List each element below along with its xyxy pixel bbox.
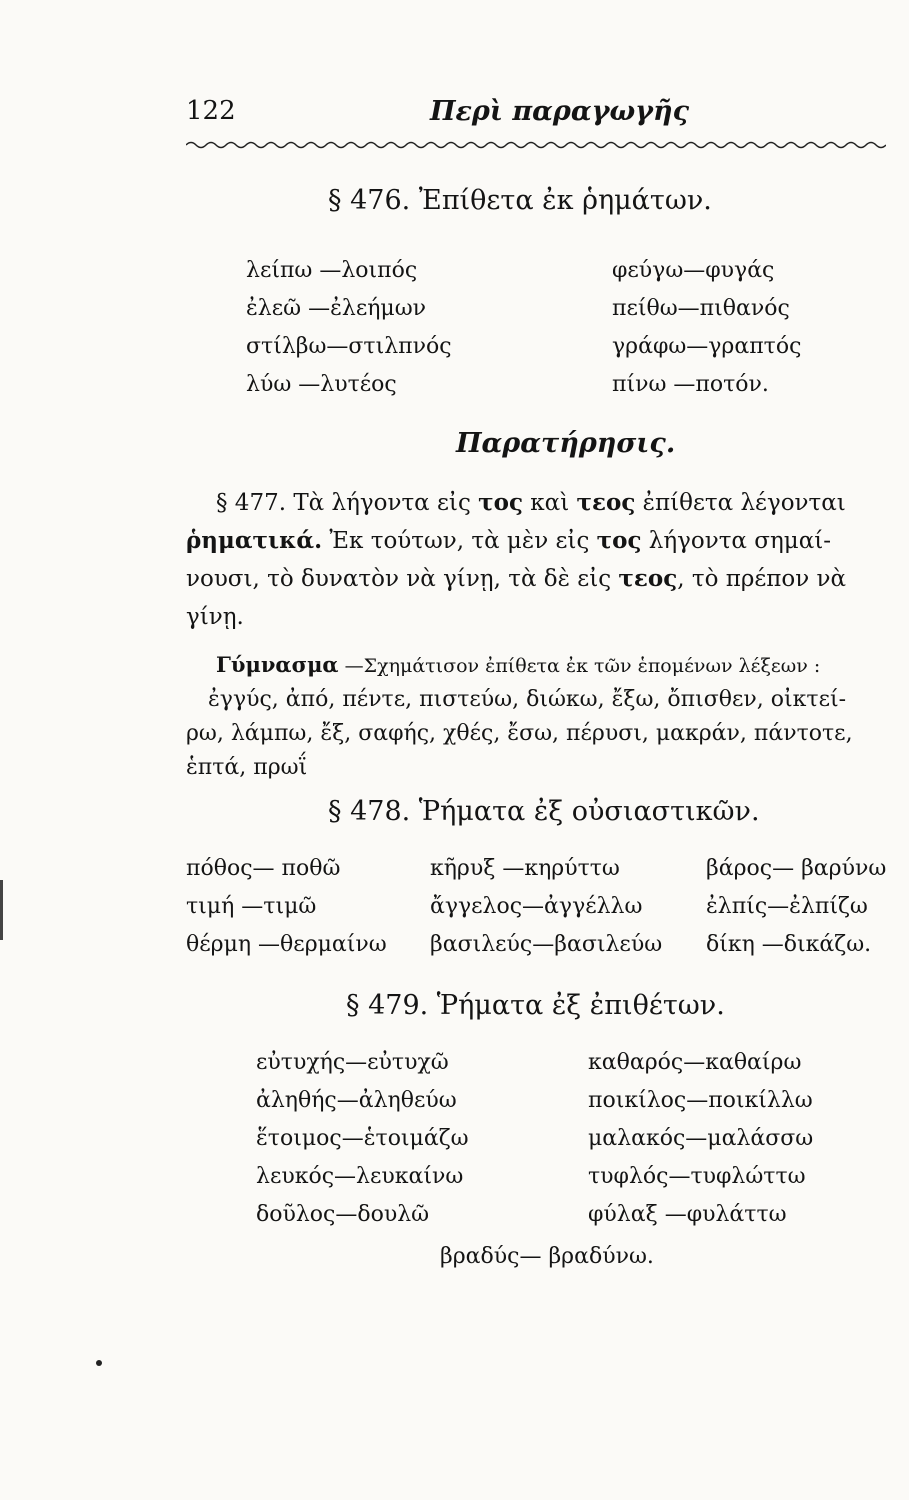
word-pair: φύλαξ —φυλάττω [588, 1202, 787, 1227]
exercise-label: Γύμνασμα [216, 652, 339, 677]
text-run: , τὸ πρέπον νὰ [677, 566, 847, 592]
word-pair: πίνω —ποτόν. [612, 372, 769, 397]
page-number: 122 [186, 96, 236, 126]
word-pair: κῆρυξ —κηρύττω [430, 856, 620, 881]
word-pair: δίκη —δικάζω. [706, 932, 872, 957]
paragraph-line [186, 484, 896, 522]
word-pair: μαλακός—μαλάσσω [588, 1126, 814, 1151]
text-run: Ἐκ τούτων, τὰ μὲν εἰς [322, 528, 597, 554]
text-run: νουσι, τὸ δυνατὸν νὰ γίνῃ, τὰ δὲ εἰς [186, 566, 619, 592]
exercise-instruction-line [186, 648, 896, 683]
word-pair: στίλβω—στιλπνός [246, 334, 452, 359]
paragraph-line: γίνῃ. [186, 604, 244, 630]
word-pair: καθαρός—καθαίρω [588, 1050, 802, 1075]
word-pair: πόθος— ποθῶ [186, 856, 341, 881]
paragraph-line [186, 560, 896, 598]
term-rhematika: ῥηματικά. [186, 527, 323, 554]
ink-speck [96, 1360, 102, 1366]
text-run: λήγοντα σημαί- [641, 528, 832, 554]
exercise-line: ρω, λάμπω, ἔξ, σαφής, χθές, ἔσω, πέρυσι, μακράν, πάντοτε, [186, 721, 853, 746]
ending-teos: τεος [618, 565, 678, 592]
ending-teos: τεος [576, 489, 636, 516]
scan-edge-mark [0, 880, 3, 940]
ending-tos: τος [596, 527, 642, 554]
word-pair: ἄγγελος—ἀγγέλλω [430, 894, 643, 919]
word-pair: φεύγω—φυγάς [612, 258, 775, 283]
section-477-paragraph [186, 484, 896, 636]
word-pair: ἀληθής—ἀληθεύω [256, 1088, 457, 1113]
word-pair: λείπω —λοιπός [246, 258, 418, 283]
note-heading: Παρατήρησις. [456, 428, 676, 459]
paragraph-line [186, 522, 896, 560]
word-pair: βασιλεύς—βασιλεύω [430, 932, 663, 957]
exercise-instruction: —Σχημάτισον ἐπίθετα ἐκ τῶν ἑπομένων λέξεων : [338, 655, 821, 677]
word-pair: λύω —λυτέος [246, 372, 397, 397]
word-pair: βραδύς— βραδύνω. [440, 1244, 654, 1269]
text-run: § 477. Τὰ λήγοντα εἰς [216, 490, 479, 516]
wavy-header-rule [186, 136, 886, 154]
word-pair: τυφλός—τυφλώττω [588, 1164, 806, 1189]
word-pair: ἐλπίς—ἐλπίζω [706, 894, 868, 919]
word-pair: τιμή —τιμῶ [186, 894, 317, 919]
exercise-block [186, 648, 896, 785]
word-pair: βάρος— βαρύνω [706, 856, 887, 881]
word-pair: λευκός—λευκαίνω [256, 1164, 464, 1189]
running-title: Περὶ παραγωγῆς [430, 96, 690, 127]
word-pair: ἕτοιμος—ἑτοιμάζω [256, 1126, 469, 1151]
section-478-heading: § 478. Ῥήματα ἐξ οὐσιαστικῶν. [328, 796, 760, 827]
word-pair: δοῦλος—δουλῶ [256, 1202, 430, 1227]
text-run: ἐπίθετα λέγονται [635, 490, 846, 516]
exercise-line: ἑπτά, πρωΐ [186, 755, 308, 780]
word-pair: πείθω—πιθανός [612, 296, 790, 321]
ending-tos: τος [478, 489, 523, 516]
section-476-heading: § 476. Ἐπίθετα ἐκ ῥημάτων. [328, 185, 712, 216]
word-pair: γράφω—γραπτός [612, 334, 802, 359]
word-pair: θέρμη —θερμαίνω [186, 932, 387, 957]
word-pair: εὐτυχής—εὐτυχῶ [256, 1050, 449, 1075]
text-run: καὶ [522, 490, 577, 516]
word-pair: ποικίλος—ποικίλλω [588, 1088, 813, 1113]
word-pair: ἐλεῶ —ἐλεήμων [246, 296, 427, 321]
section-479-heading: § 479. Ῥήματα ἐξ ἐπιθέτων. [346, 990, 725, 1021]
exercise-line: ἐγγύς, ἀπό, πέντε, πιστεύω, διώκω, ἔξω, ὄπισθεν, οἰκτεί- [208, 687, 847, 712]
